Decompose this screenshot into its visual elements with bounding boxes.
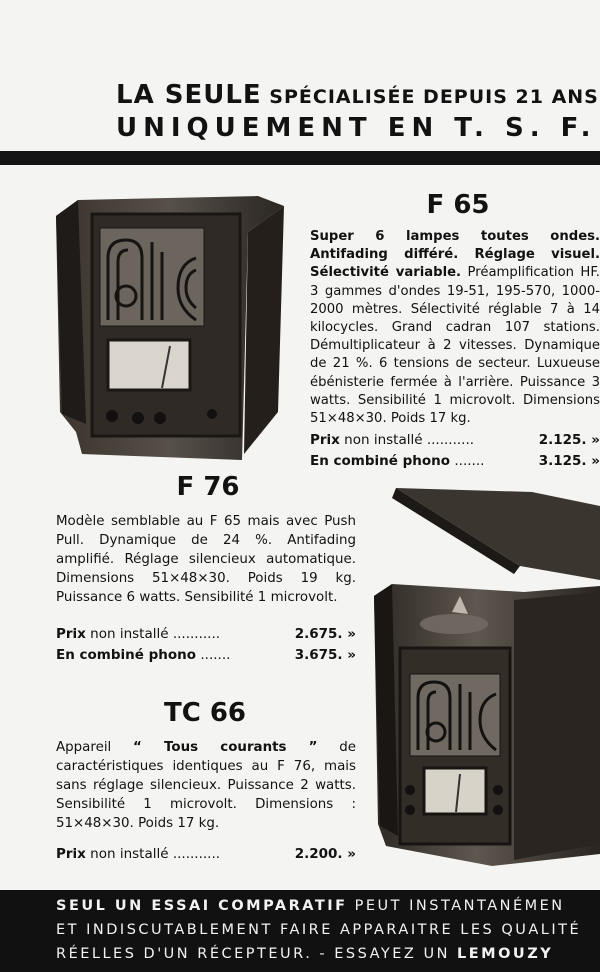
footer-line3: [56, 946, 553, 962]
radio-f65-image: [52, 192, 290, 464]
tc66-description-bold: “ Tous courants ”: [133, 740, 318, 755]
model-title-f76: F 76: [176, 472, 240, 502]
price-dots: non installé ...........: [339, 432, 475, 448]
headline-line2: UNIQUEMENT EN T. S. F.: [116, 113, 597, 143]
f65-description-text: Préamplification HF. 3 gammes d'ondes 19-51, 195-570, 1000-2000 mètres. Sélectivité réglable 7 à 14 kilocycles. Grand cadran 107 stations. Démultiplicateur à 2 vitesses. Dynamique de 21 %. 6 tensions de secteur. Luxueuse ébénisterie fermée à l'arrière. Puissance 3 watts. Sensibilité 1 microvolt. Dimensions 51×48×30. Poids 17 kg.: [310, 265, 600, 427]
price-dots: .......: [196, 647, 231, 663]
headline-word-specialisee: SPÉCIALISÉE: [261, 86, 424, 108]
price-dots: non installé ...........: [85, 626, 221, 642]
tc66-description: [56, 738, 356, 833]
price-value: 2.200. »: [294, 846, 356, 862]
footer-brand: LEMOUZY: [457, 946, 554, 962]
tc66-description-prefix: Appareil: [56, 740, 134, 755]
headline-word-seule: SEULE: [164, 80, 262, 110]
price-dots: .......: [450, 453, 485, 469]
tc66-price-row: [56, 844, 356, 865]
f65-phono-price-row: [310, 451, 600, 472]
footer-line3-text: RÉELLES D'UN RÉCEPTEUR. - ESSAYEZ UN: [56, 946, 458, 962]
tc66-description-text: de caractéristiques identiques au F 76, mais sans réglage silencieux. Puissance 2 watts. Sensibilité 1 microvolt. Dimensions : 51×48×30. Poids 17 kg.: [56, 740, 357, 831]
footer-line1-text: PEUT INSTANTANÉMEN: [347, 898, 565, 914]
footer-line1-bold: SEUL UN ESSAI COMPARATIF: [56, 898, 348, 914]
headline-word-la: LA: [116, 80, 165, 110]
price-value: 3.125. »: [538, 453, 600, 469]
f65-price-list: [310, 430, 600, 472]
f65-price-row: [310, 430, 600, 451]
footer-line1: [56, 898, 565, 914]
price-label: En combiné phono: [56, 647, 197, 663]
headline-line1: [116, 80, 599, 110]
price-label: Prix: [56, 626, 86, 642]
f76-price-row: [56, 624, 356, 645]
price-value: 3.675. »: [294, 647, 356, 663]
price-value: 2.125. »: [538, 432, 600, 448]
f65-description: [310, 228, 600, 428]
header-rule: [0, 151, 600, 165]
price-dots: non installé ...........: [85, 846, 221, 862]
footer-line2: ET INDISCUTABLEMENT FAIRE APPARAITRE LES QUALITÉ: [56, 922, 582, 938]
price-label: Prix: [56, 846, 86, 862]
price-label: Prix: [310, 432, 340, 448]
model-title-tc66: TC 66: [163, 698, 247, 728]
f76-phono-price-row: [56, 645, 356, 666]
model-title-f65: F 65: [426, 190, 490, 220]
tc66-price-list: [56, 844, 356, 865]
footer-banner: [0, 890, 600, 972]
radio-phono-image: [364, 484, 600, 868]
price-label: En combiné phono: [310, 453, 451, 469]
f65-description-bold: Super 6 lampes toutes ondes. Antifading différé. Réglage visuel. Sélectivité variable.: [310, 229, 600, 281]
f76-description: Modèle semblable au F 65 mais avec Push Pull. Dynamique de 24 %. Antifading amplifié. Réglage silencieux automatique. Dimensions 51×48×30. Poids 19 kg. Puissance 6 watts. Sensibilité 1 microvolt.: [56, 514, 356, 605]
f76-price-list: [56, 624, 356, 666]
headline-since: DEPUIS 21 ANS: [423, 86, 599, 108]
price-value: 2.675. »: [294, 626, 356, 642]
